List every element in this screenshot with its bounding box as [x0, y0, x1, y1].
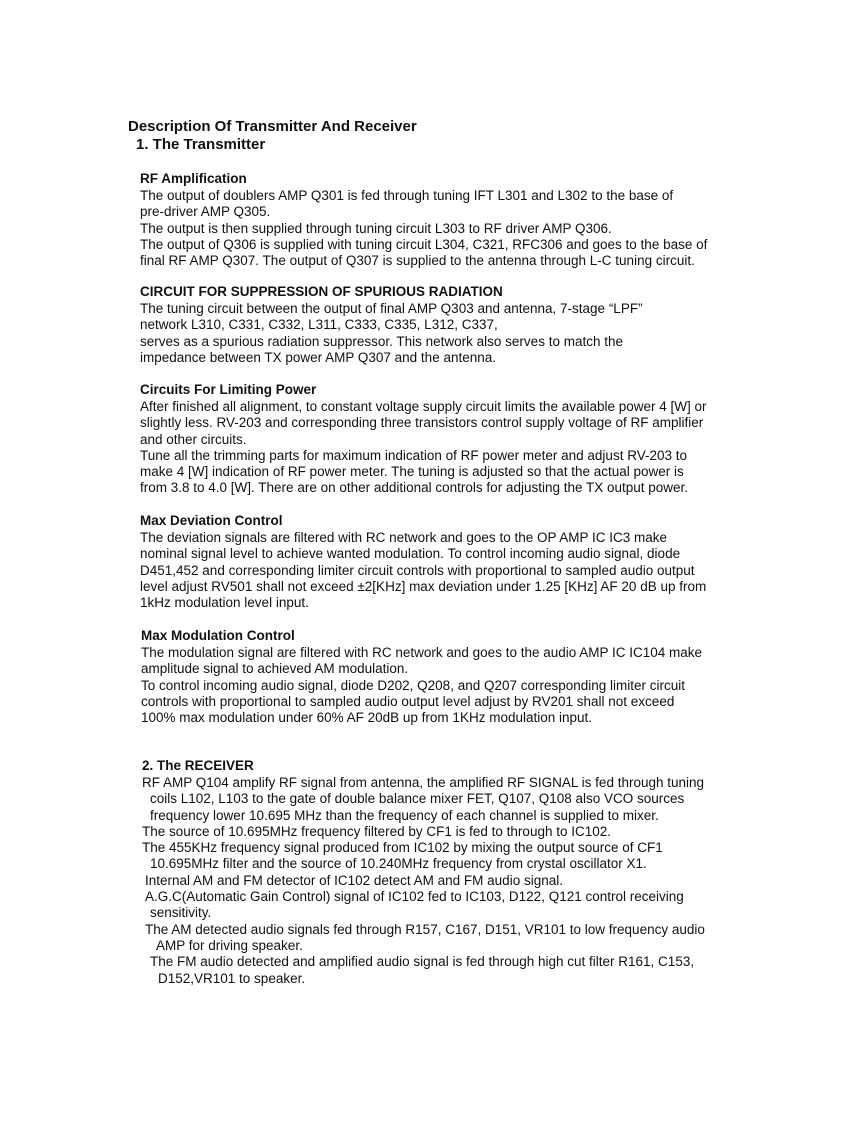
- section-heading: RF Amplification: [140, 171, 247, 186]
- text-line: The FM audio detected and amplified audio signal is fed through high cut filter R161, C153,: [150, 954, 695, 970]
- text-line: controls with proportional to sampled audio output level adjust by RV201 shall not exceed: [141, 693, 675, 709]
- text-line: The modulation signal are filtered with RC network and goes to the audio AMP IC IC104 make: [141, 645, 703, 660]
- text-line: The output is then supplied through tuning circuit L303 to RF driver AMP Q306.: [140, 220, 612, 236]
- text-line: D451,452 and corresponding limiter circuit controls with proportional to sampled audio output: [140, 562, 695, 578]
- text-line: network L310, C331, C332, L311, C333, C335, L312, C337,: [140, 317, 498, 333]
- text-line: and other circuits.: [140, 431, 247, 447]
- text-line: make 4 [W] indication of RF power meter. The tuning is adjusted so that the actual power is: [140, 464, 684, 480]
- section-max-deviation: [140, 512, 760, 611]
- text-line: 1kHz modulation level input.: [140, 595, 309, 611]
- text-line: After finished all alignment, to constant voltage supply circuit limits the available power 4 [W] or: [140, 399, 707, 414]
- text-line: slightly less. RV-203 and corresponding three transistors control supply voltage of RF amplifier: [140, 415, 704, 431]
- text-line: amplitude signal to achieved AM modulation.: [141, 661, 409, 677]
- text-line: sensitivity.: [150, 905, 212, 921]
- text-line: serves as a spurious radiation suppressor. This network also serves to match the: [140, 333, 623, 349]
- text-line: impedance between TX power AMP Q307 and the antenna.: [140, 349, 496, 365]
- text-line: frequency lower 10.695 MHz than the frequency of each channel is supplied to mixer.: [150, 807, 659, 823]
- section-receiver: [142, 757, 762, 987]
- text-line: pre-driver AMP Q305.: [140, 204, 271, 220]
- section-heading: CIRCUIT FOR SUPPRESSION OF SPURIOUS RADIATION: [140, 284, 503, 299]
- text-line: The deviation signals are filtered with RC network and goes to the OP AMP IC IC3 make: [140, 530, 668, 545]
- section-heading: Max Modulation Control: [141, 628, 295, 643]
- text-line: Tune all the trimming parts for maximum indication of RF power meter and adjust RV-203 to: [140, 447, 687, 463]
- text-line: final RF AMP Q307. The output of Q307 is supplied to the antenna through L-C tuning circuit.: [140, 253, 695, 269]
- text-line: from 3.8 to 4.0 [W]. There are on other additional controls for adjusting the TX output power.: [140, 480, 689, 496]
- text-line: The source of 10.695MHz frequency filtered by CF1 is fed to through to IC102.: [142, 823, 611, 839]
- text-line: D152,VR101 to speaker.: [158, 970, 306, 986]
- text-line: The output of doublers AMP Q301 is fed through tuning IFT L301 and L302 to the base of: [140, 188, 674, 203]
- section-rf-amplification: [140, 170, 760, 269]
- text-line: To control incoming audio signal, diode D202, Q208, and Q207 corresponding limiter circuit: [141, 677, 686, 693]
- document-title: Description Of Transmitter And Receiver: [128, 118, 417, 135]
- text-line: AMP for driving speaker.: [156, 937, 303, 953]
- section-heading: 2. The RECEIVER: [142, 758, 254, 773]
- section-spurious-suppression: [140, 283, 760, 366]
- transmitter-heading: 1. The Transmitter: [136, 136, 266, 153]
- section-heading: Max Deviation Control: [140, 513, 283, 528]
- text-line: 10.695MHz filter and the source of 10.240MHz frequency from crystal oscillator X1.: [150, 856, 647, 872]
- text-line: 100% max modulation under 60% AF 20dB up from 1KHz modulation input.: [141, 710, 593, 726]
- text-line: The output of Q306 is supplied with tuning circuit L304, C321, RFC306 and goes to the base of: [140, 236, 708, 252]
- text-line: The AM detected audio signals fed through R157, C167, D151, VR101 to low frequency audio: [145, 921, 705, 937]
- text-line: nominal signal level to achieve wanted modulation. To control incoming audio signal, diode: [140, 546, 681, 562]
- text-line: Internal AM and FM detector of IC102 detect AM and FM audio signal.: [145, 872, 563, 888]
- section-heading: Circuits For Limiting Power: [140, 382, 317, 397]
- text-line: The tuning circuit between the output of final AMP Q303 and antenna, 7-stage “LPF”: [140, 301, 643, 316]
- text-line: The 455KHz frequency signal produced from IC102 by mixing the output source of CF1: [142, 840, 663, 856]
- text-line: A.G.C(Automatic Gain Control) signal of IC102 fed to IC103, D122, Q121 control receiving: [145, 889, 684, 905]
- text-line: coils L102, L103 to the gate of double balance mixer FET, Q107, Q108 also VCO sources: [150, 791, 685, 807]
- section-max-modulation: [141, 627, 761, 726]
- section-limiting-power: [140, 381, 760, 497]
- text-line: RF AMP Q104 amplify RF signal from antenna, the amplified RF SIGNAL is fed through tuning: [142, 775, 705, 790]
- text-line: level adjust RV501 shall not exceed ±2[KHz] max deviation under 1.25 [KHz] AF 20 dB up from: [140, 578, 707, 594]
